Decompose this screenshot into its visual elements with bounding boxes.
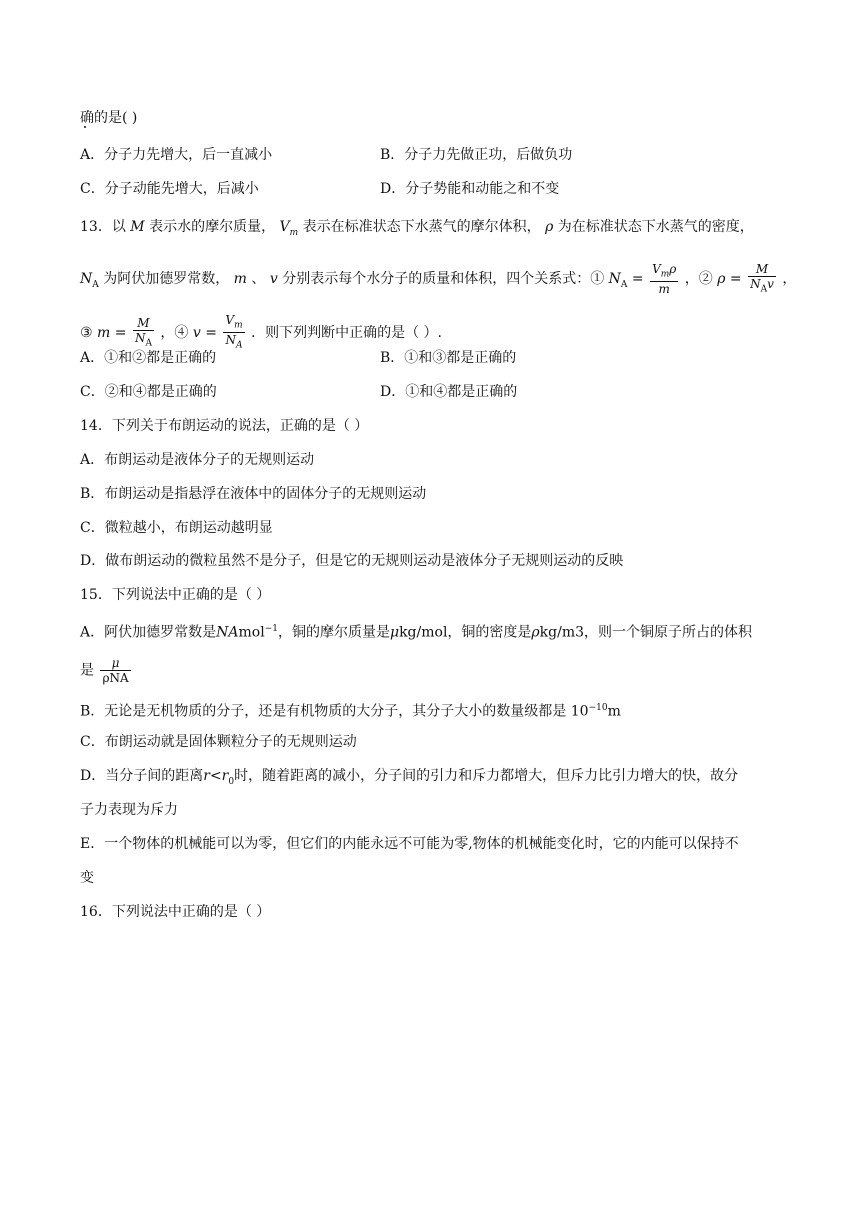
q13-f3-den: N bbox=[134, 330, 146, 345]
q13-symbol-v: v bbox=[269, 271, 278, 288]
q13-subscript-A: A bbox=[620, 280, 628, 290]
q15-fraction bbox=[100, 656, 130, 685]
q13-text: 分别表示每个水分子的质量和体积，四个关系式：① bbox=[282, 271, 605, 288]
q15-text: kg/m3，则一个铜原子所占的体积 bbox=[539, 624, 753, 641]
q13-symbol-v: v bbox=[192, 324, 201, 341]
q13-f2-den: N bbox=[750, 277, 761, 291]
q15-option-a-line2 bbox=[80, 656, 133, 685]
q13-option-a: A．①和②都是正确的 bbox=[80, 350, 217, 366]
q13-f1-rho: ρ bbox=[669, 262, 677, 276]
q12-option-d: D．分子势能和动能之和不变 bbox=[380, 181, 560, 197]
q13-f1-den: m bbox=[658, 282, 670, 297]
q12-option-c: C．分子动能先增大，后减小 bbox=[80, 181, 259, 197]
q12-option-b: B．分子力先做正功，后做负功 bbox=[380, 147, 573, 163]
q12-option-a: A．分子力先增大，后一直减小 bbox=[80, 147, 273, 163]
q15-option-d-line1 bbox=[80, 766, 738, 792]
q15-text: ，铜的摩尔质量是 bbox=[277, 624, 390, 641]
q13-equals: = bbox=[627, 271, 649, 288]
q13-sep: ，④ bbox=[160, 324, 189, 341]
q13-text: 、 bbox=[251, 271, 266, 288]
q15-text: D．当分子间的距离 bbox=[80, 768, 204, 784]
q15-text: 是 bbox=[80, 662, 94, 679]
q15-text: B．无论是无机物质的分子，还是有机物质的大分子，其分子大小的数量级都是 10 bbox=[80, 703, 589, 720]
q13-subscript-m: m bbox=[289, 227, 299, 238]
q13-equals: = bbox=[110, 324, 131, 341]
q15-option-c: C．布朗运动就是固体颗粒分子的无规则运动 bbox=[80, 734, 357, 750]
q13-symbol-NA: N bbox=[80, 271, 93, 288]
q14-stem: 14．下列关于布朗运动的说法，正确的是（ ） bbox=[80, 418, 369, 434]
q13-subscript-A: A bbox=[92, 280, 99, 290]
q13-symbol-m: m bbox=[233, 271, 247, 288]
q15-symbol-NA: NA bbox=[216, 624, 239, 641]
q13-option-c: C．②和④都是正确的 bbox=[80, 384, 217, 400]
q13-sep: ， bbox=[782, 271, 797, 288]
q15-lt: < bbox=[209, 768, 222, 784]
emphasis-dot bbox=[84, 126, 86, 128]
q15-exponent: −1 bbox=[264, 624, 278, 634]
q15-text: kg/mol，铜的密度是 bbox=[399, 624, 532, 641]
q13-f4-den: N bbox=[225, 333, 237, 348]
q13-sep: ，② bbox=[684, 271, 713, 288]
q15-symbol-r: r bbox=[203, 768, 210, 784]
q13-fraction-2 bbox=[748, 262, 776, 296]
q15-option-e-line1: E．一个物体的机械能可以为零，但它们的内能永远不可能为零,物体的机械能变化时，它的内能可以保持不 bbox=[80, 836, 739, 852]
q15-option-b bbox=[80, 698, 621, 722]
q13-symbol-rho: ρ bbox=[545, 219, 554, 235]
q15-symbol-rho: ρ bbox=[531, 624, 540, 641]
q13-f1-num: V bbox=[652, 262, 661, 276]
q12-stem-tail: 确的是( ) bbox=[80, 110, 138, 126]
q14-option-c: C．微粒越小，布朗运动越明显 bbox=[80, 520, 273, 536]
q13-fraction-1 bbox=[650, 262, 678, 296]
q13-f3-sub: A bbox=[145, 338, 152, 349]
q12-options-row1 bbox=[80, 145, 573, 165]
q13-symbol-Vm: V bbox=[279, 219, 290, 235]
q15-option-e-line2: 变 bbox=[80, 870, 94, 886]
q13-option-b: B．①和③都是正确的 bbox=[380, 350, 517, 366]
q13-f2-sub: A bbox=[760, 284, 768, 295]
q13-equals: = bbox=[725, 271, 747, 288]
q13-f1-sub: m bbox=[660, 269, 670, 280]
q13-number: 13．以 bbox=[80, 219, 126, 235]
q15-symbol-mu: μ bbox=[389, 624, 400, 641]
q15-option-d-line2: 子力表现为斥力 bbox=[80, 802, 178, 818]
q15-stem: 15．下列说法中正确的是（ ） bbox=[80, 587, 271, 603]
q13-f3-num: M bbox=[133, 316, 154, 331]
q13-f4-sub: m bbox=[234, 320, 243, 331]
q15-text: A．阿伏加德罗常数是 bbox=[80, 624, 217, 641]
q13-text: 为阿伏加德罗常数， bbox=[103, 271, 230, 288]
q13-fraction-3 bbox=[133, 316, 154, 350]
q13-option-d: D．①和④都是正确的 bbox=[380, 384, 518, 400]
q13-text: 表示在标准状态下水蒸气的摩尔体积， bbox=[302, 219, 541, 235]
q13-fraction-4 bbox=[223, 313, 244, 353]
q16-stem: 16．下列说法中正确的是（ ） bbox=[80, 904, 271, 920]
q13-sep: ③ bbox=[80, 324, 93, 341]
q15-unit-mol: mol bbox=[238, 624, 265, 641]
q15-text: 时，随着距离的减小，分子间的引力和斥力都增大，但斥力比引力增大的快，故分 bbox=[234, 768, 739, 784]
q13-stem-line2 bbox=[80, 262, 796, 296]
q13-stem-line3 bbox=[80, 313, 442, 353]
q13-symbol-M: M bbox=[130, 219, 145, 235]
q13-symbol-NA: N bbox=[608, 271, 621, 288]
q13-f4-den-sub: A bbox=[236, 340, 243, 351]
q13-equals: = bbox=[200, 324, 222, 341]
q15-unit-m: m bbox=[607, 703, 621, 720]
q13-f2-num: M bbox=[748, 262, 776, 277]
q14-option-b: B．布朗运动是指悬浮在液体中的固体分子的无规则运动 bbox=[80, 486, 427, 502]
q13-text: ．则下列判断中正确的是（ ）. bbox=[251, 324, 442, 341]
q15-f-den: ρNA bbox=[102, 671, 129, 685]
q14-option-d: D．做布朗运动的微粒虽然不是分子，但是它的无规则运动是液体分子无规则运动的反映 bbox=[80, 553, 624, 569]
q13-symbol-rho: ρ bbox=[717, 271, 726, 288]
q13-f4-num: V bbox=[225, 313, 235, 327]
q13-f2-v: v bbox=[767, 277, 774, 291]
q15-exponent: −10 bbox=[588, 703, 608, 713]
q13-stem-line1 bbox=[80, 217, 754, 243]
q15-f-num: μ bbox=[100, 656, 130, 671]
q13-text: 为在标准状态下水蒸气的密度， bbox=[557, 219, 754, 235]
q13-options-row2 bbox=[80, 382, 518, 402]
q12-options-row2 bbox=[80, 179, 560, 199]
q15-option-a-line1 bbox=[80, 619, 752, 643]
q13-symbol-m: m bbox=[97, 324, 111, 341]
q13-text: 表示水的摩尔质量， bbox=[149, 219, 276, 235]
q14-option-a: A．布朗运动是液体分子的无规则运动 bbox=[80, 452, 315, 468]
q15-symbol-r0: r bbox=[221, 768, 229, 784]
q13-options-row1 bbox=[80, 348, 517, 368]
q15-subscript-0: 0 bbox=[228, 776, 235, 787]
